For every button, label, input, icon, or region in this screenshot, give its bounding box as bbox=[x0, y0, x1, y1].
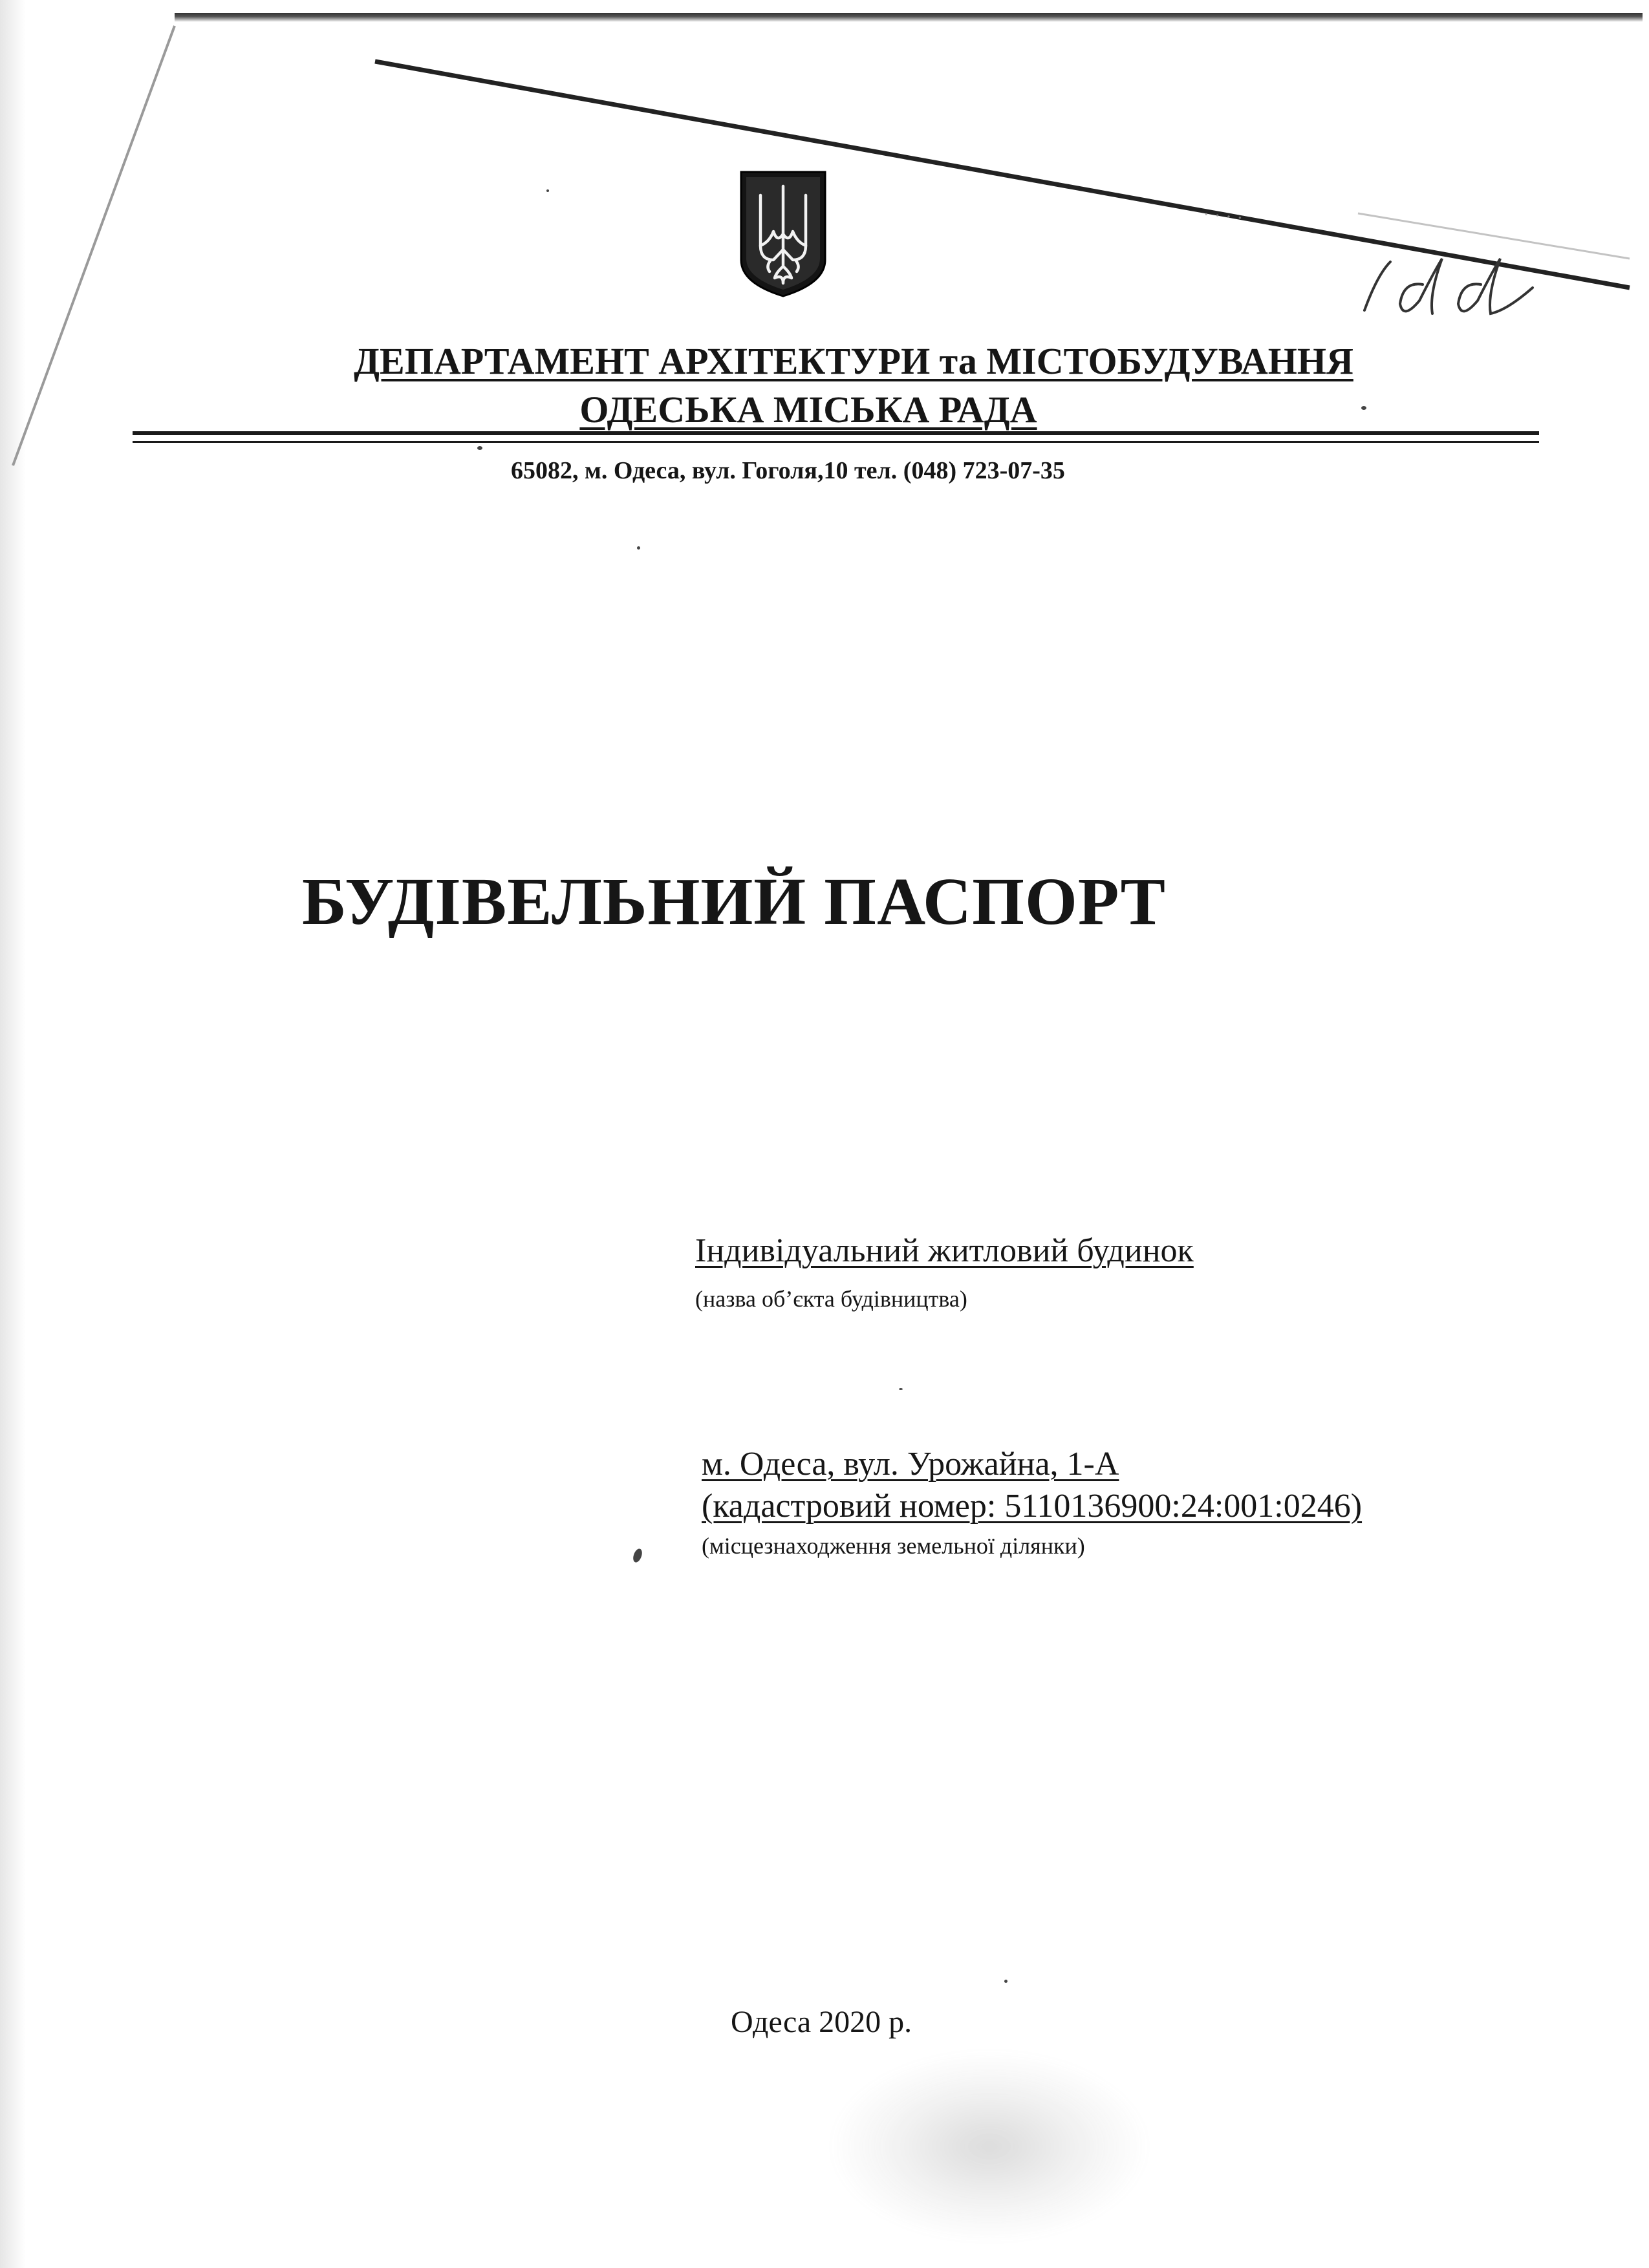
land-plot-cadastral-number: (кадастровий номер: 5110136900:24:001:0246) bbox=[702, 1488, 1363, 1524]
faded-stamp-text: · · · · bbox=[1202, 203, 1245, 230]
scan-speck bbox=[1361, 406, 1366, 410]
scan-speck bbox=[899, 1388, 903, 1390]
trident-emblem-icon bbox=[737, 169, 829, 299]
scan-speck bbox=[477, 446, 482, 450]
scan-smudge bbox=[828, 2049, 1151, 2243]
header-divider-thin bbox=[133, 441, 1539, 443]
document-title: БУДІВЕЛЬНИЙ ПАСПОРТ bbox=[301, 864, 1167, 939]
scan-speck bbox=[637, 546, 640, 550]
council-name: ОДЕСЬКА МІСЬКА РАДА bbox=[579, 389, 1037, 431]
land-plot-location-caption: (місцезнаходження земельної ділянки) bbox=[702, 1533, 1085, 1559]
city-and-year: Одеса 2020 р. bbox=[731, 2005, 912, 2039]
land-plot-address: м. Одеса, вул. Урожайна, 1-А bbox=[702, 1446, 1119, 1482]
department-name: ДЕПАРТАМЕНТ АРХІТЕКТУРИ та МІСТОБУДУВАННЯ bbox=[354, 340, 1353, 382]
scan-speck bbox=[1004, 1980, 1008, 1983]
header-divider-thick bbox=[133, 431, 1539, 435]
construction-object-caption: (назва об’єкта будівництва) bbox=[695, 1286, 967, 1312]
handwritten-signature-mark bbox=[1352, 249, 1546, 333]
department-address: 65082, м. Одеса, вул. Гоголя,10 тел. (048) 723-07-35 bbox=[511, 457, 1065, 484]
construction-object-name: Індивідуальний житловий будинок bbox=[695, 1232, 1194, 1269]
scan-speck bbox=[546, 189, 549, 192]
